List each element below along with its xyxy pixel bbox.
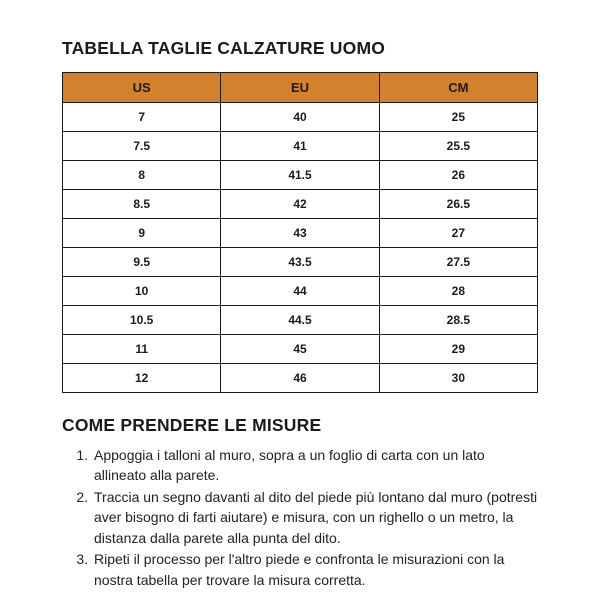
size-table-header [63, 73, 538, 103]
table-row [63, 335, 538, 364]
table-row [63, 306, 538, 335]
size-cell: 42 [221, 190, 379, 219]
size-cell: 10.5 [63, 306, 221, 335]
size-cell: 8 [63, 161, 221, 190]
size-cell: 44.5 [221, 306, 379, 335]
table-row [63, 132, 538, 161]
instructions-list [62, 445, 538, 590]
size-cell: 45 [221, 335, 379, 364]
size-cell: 10 [63, 277, 221, 306]
table-row [63, 248, 538, 277]
size-cell: 12 [63, 364, 221, 393]
table-header-row [63, 73, 538, 103]
size-table [62, 72, 538, 393]
size-table-body [63, 103, 538, 393]
table-row [63, 103, 538, 132]
size-cell: 11 [63, 335, 221, 364]
column-header-cm: CM [379, 73, 537, 103]
section-title-measuring: COME PRENDERE LE MISURE [62, 415, 322, 435]
size-cell: 27 [379, 219, 537, 248]
instruction-step-1: 1. Appoggia i talloni al muro, sopra a un foglio di carta con un lato allineato alla parete. [92, 445, 538, 486]
table-row [63, 219, 538, 248]
table-row [63, 161, 538, 190]
size-cell: 27.5 [379, 248, 537, 277]
size-cell: 41 [221, 132, 379, 161]
size-cell: 40 [221, 103, 379, 132]
size-cell: 29 [379, 335, 537, 364]
size-cell: 9 [63, 219, 221, 248]
size-cell: 25.5 [379, 132, 537, 161]
size-cell: 26.5 [379, 190, 537, 219]
size-cell: 7.5 [63, 132, 221, 161]
size-cell: 43 [221, 219, 379, 248]
instruction-step-3: 3. Ripeti il processo per l'altro piede e confronta le misurazioni con la nostra tabella per trovare la misura corretta. [92, 549, 538, 590]
page-title: TABELLA TAGLIE CALZATURE UOMO [62, 38, 386, 58]
column-header-eu: EU [221, 73, 379, 103]
size-cell: 8.5 [63, 190, 221, 219]
column-header-us: US [63, 73, 221, 103]
size-cell: 46 [221, 364, 379, 393]
size-cell: 26 [379, 161, 537, 190]
table-row [63, 190, 538, 219]
table-row [63, 277, 538, 306]
size-cell: 28.5 [379, 306, 537, 335]
size-cell: 44 [221, 277, 379, 306]
size-cell: 28 [379, 277, 537, 306]
size-cell: 9.5 [63, 248, 221, 277]
size-cell: 25 [379, 103, 537, 132]
size-cell: 41.5 [221, 161, 379, 190]
instruction-step-2: 2. Traccia un segno davanti al dito del piede più lontano dal muro (potresti aver bisogno di farti aiutare) e misura, con un righello o un metro, la distanza dalla parete alla punta del dito. [92, 487, 538, 548]
size-cell: 43.5 [221, 248, 379, 277]
size-cell: 7 [63, 103, 221, 132]
table-row [63, 364, 538, 393]
size-cell: 30 [379, 364, 537, 393]
